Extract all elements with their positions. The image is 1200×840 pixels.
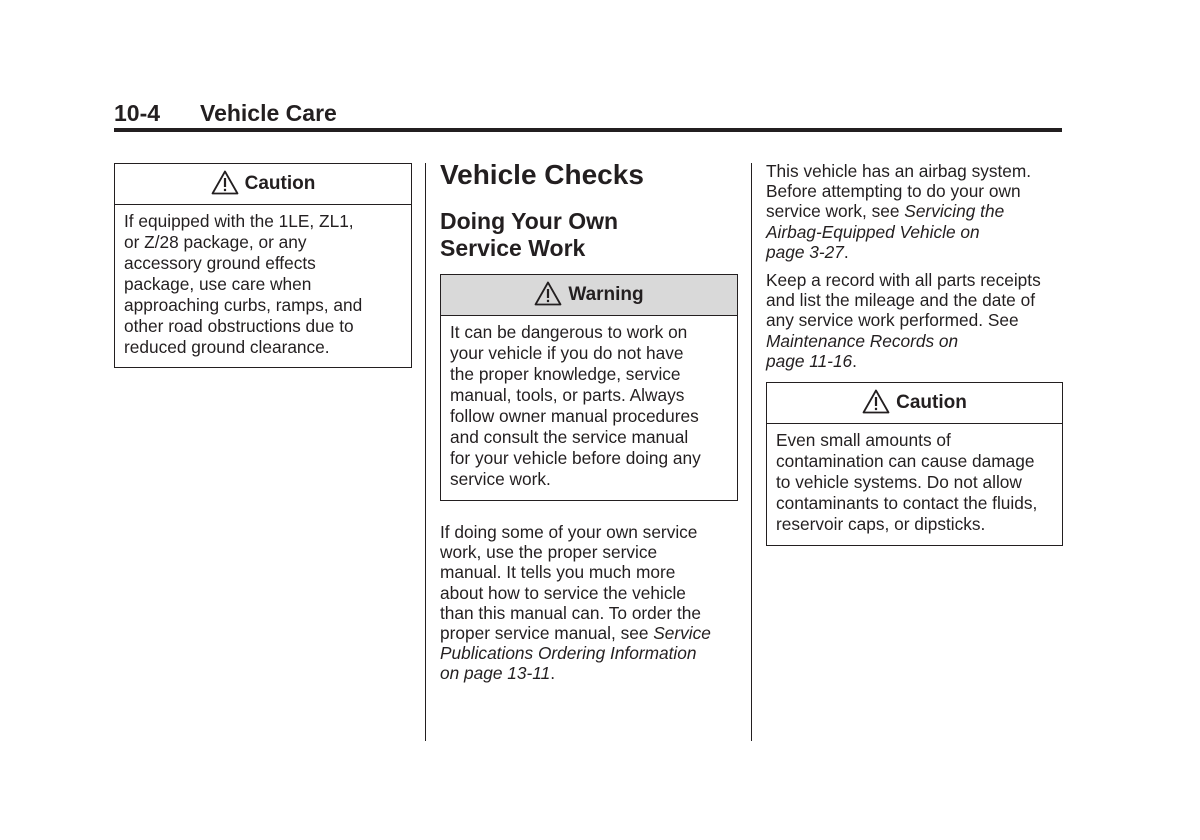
cross-reference-link[interactable]: Publications Ordering Information bbox=[440, 643, 697, 664]
page-header bbox=[114, 100, 1062, 128]
paragraph-line: If doing some of your own service bbox=[440, 522, 698, 542]
caution-text bbox=[115, 205, 411, 358]
warning-line: and consult the service manual bbox=[450, 427, 689, 447]
caution-line: reduced ground clearance. bbox=[124, 337, 330, 357]
section-heading-vehicle-checks: Vehicle Checks bbox=[440, 159, 644, 190]
caution-box-ground-clearance bbox=[114, 163, 412, 368]
cross-reference-link[interactable]: Servicing the bbox=[904, 201, 1005, 222]
paragraph-text: proper service manual, see bbox=[440, 623, 654, 644]
page-number: 10-4 bbox=[114, 100, 161, 126]
warning-line: service work. bbox=[450, 469, 551, 489]
header-rule bbox=[114, 128, 1062, 132]
warning-triangle-icon bbox=[534, 281, 562, 306]
paragraph-line: manual. It tells you much more bbox=[440, 562, 676, 583]
paragraph-line bbox=[440, 623, 750, 643]
warning-triangle-icon bbox=[211, 170, 239, 195]
caution-header bbox=[115, 164, 411, 205]
paragraph-line bbox=[766, 242, 1066, 262]
caution-line: package, use care when bbox=[124, 274, 312, 294]
caution-title: Caution bbox=[244, 173, 316, 194]
paragraph-service-manual bbox=[440, 522, 750, 684]
subheading-line: Service Work bbox=[440, 234, 586, 261]
paragraph-line: Keep a record with all parts receipts bbox=[766, 270, 1041, 290]
paragraph-line bbox=[766, 351, 1066, 371]
warning-line: your vehicle if you do not have bbox=[450, 343, 684, 363]
paragraph-line: than this manual can. To order the bbox=[440, 602, 701, 623]
paragraph-line: Before attempting to do your own bbox=[766, 181, 1021, 202]
caution-header bbox=[767, 383, 1062, 424]
paragraph-text: . bbox=[852, 350, 857, 371]
column-divider-right bbox=[751, 163, 752, 741]
cross-reference-link[interactable]: Maintenance Records on bbox=[766, 330, 959, 351]
caution-line: other road obstructions due to bbox=[124, 316, 354, 336]
cross-reference-link[interactable]: Airbag-Equipped Vehicle on bbox=[766, 221, 980, 242]
caution-line: or Z/28 package, or any bbox=[124, 232, 307, 252]
paragraph-line: This vehicle has an airbag system. bbox=[766, 161, 1032, 181]
caution-line: accessory ground effects bbox=[124, 253, 316, 273]
warning-line: for your vehicle before doing any bbox=[450, 448, 701, 468]
warning-line: follow owner manual procedures bbox=[450, 406, 699, 426]
warning-text bbox=[441, 316, 737, 490]
warning-title: Warning bbox=[568, 284, 644, 305]
paragraph-line: and list the mileage and the date of bbox=[766, 290, 1036, 311]
paragraph-text: . bbox=[550, 663, 555, 684]
cross-reference-link[interactable]: on page 13-11 bbox=[440, 663, 551, 684]
column-divider-left bbox=[425, 163, 426, 741]
paragraph-line bbox=[766, 222, 1066, 242]
cross-reference-link[interactable]: Service bbox=[653, 623, 711, 644]
caution-line: If equipped with the 1LE, ZL1, bbox=[124, 211, 354, 231]
warning-triangle-icon bbox=[862, 389, 890, 414]
warning-line: manual, tools, or parts. Always bbox=[450, 385, 685, 405]
caution-line: contaminants to contact the fluids, bbox=[776, 493, 1038, 513]
cross-reference-link[interactable]: page 11-16 bbox=[766, 350, 853, 371]
paragraph-line bbox=[766, 201, 1066, 221]
caution-line: to vehicle systems. Do not allow bbox=[776, 472, 1022, 492]
warning-line: the proper knowledge, service bbox=[450, 364, 681, 384]
paragraph-line bbox=[440, 663, 750, 683]
paragraph-line: any service work performed. See bbox=[766, 310, 1019, 331]
caution-line: reservoir caps, or dipsticks. bbox=[776, 514, 986, 534]
caution-text bbox=[767, 424, 1062, 535]
cross-reference-link[interactable]: page 3-27 bbox=[766, 241, 844, 262]
caution-line: approaching curbs, ramps, and bbox=[124, 295, 363, 315]
subheading-line: Doing Your Own bbox=[440, 208, 619, 234]
warning-box-service-work bbox=[440, 274, 738, 501]
section-title: Vehicle Care bbox=[200, 100, 337, 126]
paragraph-text: . bbox=[843, 241, 849, 262]
paragraph-airbag-system bbox=[766, 161, 1066, 262]
caution-line: contamination can cause damage bbox=[776, 451, 1035, 471]
paragraph-text: service work, see bbox=[766, 201, 905, 222]
caution-box-contamination bbox=[766, 382, 1063, 546]
caution-title: Caution bbox=[896, 392, 967, 413]
warning-header bbox=[441, 275, 737, 316]
paragraph-line bbox=[440, 643, 750, 663]
paragraph-line: work, use the proper service bbox=[440, 542, 658, 563]
warning-line: It can be dangerous to work on bbox=[450, 322, 688, 342]
subheading-doing-your-own-service-work bbox=[440, 208, 618, 261]
paragraph-line bbox=[766, 331, 1066, 351]
caution-line: Even small amounts of bbox=[776, 430, 951, 450]
paragraph-keep-record bbox=[766, 270, 1066, 371]
paragraph-line: about how to service the vehicle bbox=[440, 582, 686, 603]
